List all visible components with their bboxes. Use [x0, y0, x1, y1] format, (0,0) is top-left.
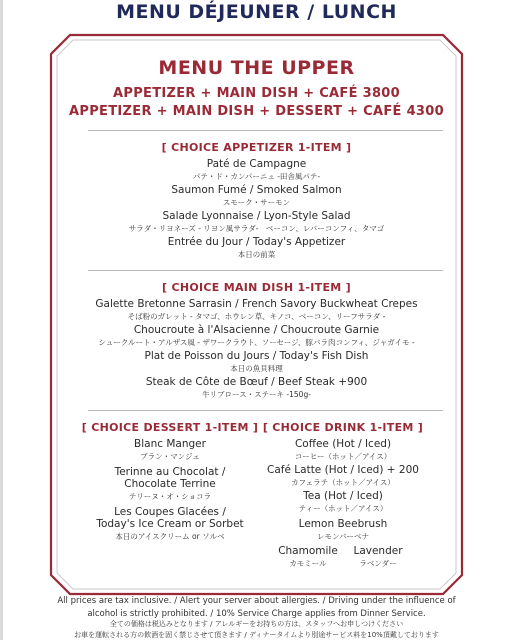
item-name-jp: 本日の前菜: [237, 250, 276, 259]
set-price-line: APPETIZER + MAIN DISH + DESSERT + CAFÉ 4300: [69, 104, 444, 119]
footer-line: alcohol is strictly prohibited. / 10% Service Charge applies from Dinner Service.: [87, 609, 426, 619]
list-item: [343, 545, 413, 569]
list-item: [56, 210, 457, 234]
list-item: [268, 545, 348, 569]
item-name: Salade Lyonnaise / Lyon-Style Salad: [162, 210, 351, 222]
list-item: [56, 184, 457, 208]
list-item: [258, 438, 428, 462]
divider: [88, 270, 443, 271]
item-name: Coffee (Hot / Iced): [294, 438, 392, 450]
footer-line-jp: 全ての価格は税込みとなります / アレルギーをお持ちの方は、スタッフへお申しつけください: [109, 620, 404, 628]
item-name: Lavender: [353, 545, 403, 557]
item-name-jp: カモミール: [289, 559, 327, 568]
item-name: Tea (Hot / Iced): [303, 490, 383, 502]
item-name-jp: サラダ・リヨネーズ - リヨン風サラダ- ベーコン、レバーコンフィ、タマゴ: [128, 224, 385, 233]
appetizer-heading: [ CHOICE APPETIZER 1-ITEM ]: [161, 141, 352, 154]
item-name: Steak de Côte de Bœuf / Beef Steak +900: [145, 376, 368, 388]
dessert-heading: [ CHOICE DESSERT 1-ITEM ]: [81, 421, 259, 434]
item-name-jp: スモーク・サーモン: [222, 198, 291, 207]
list-item: [75, 438, 265, 462]
item-name: Blanc Manger: [134, 438, 206, 450]
item-name: Café Latte (Hot / Iced) + 200: [267, 464, 419, 476]
item-name-jp: 牛リブロース・ステーキ -150g-: [202, 390, 311, 399]
item-name-jp: ブラン・マンジェ: [140, 452, 200, 461]
main-dish-heading: [ CHOICE MAIN DISH 1-ITEM ]: [162, 281, 351, 294]
item-name-line2: Chocolate Terrine: [124, 478, 216, 490]
item-name: Terinne au Chocolat /: [114, 466, 226, 478]
item-name-jp: ラベンダー: [359, 559, 397, 568]
item-name: Les Coupes Glacées /: [114, 506, 226, 518]
list-item: [258, 490, 428, 514]
list-item: [258, 518, 428, 542]
item-name: Galette Bretonne Sarrasin / French Savory Buckwheat Crepes: [95, 298, 418, 310]
item-name-jp: そば粉のガレット - タマゴ、ホウレン草、キノコ、ベーコン、リーフサラダ -: [127, 312, 386, 321]
list-item: [56, 236, 457, 260]
item-name-line2: Today's Ice Cream or Sorbet: [96, 518, 244, 530]
item-name: Lemon Beebrush: [298, 518, 388, 530]
item-name-jp: カフェラテ（ホット／アイス）: [291, 478, 395, 487]
item-name-jp: レモンバーベナ: [317, 532, 369, 541]
item-name: Entrée du Jour / Today's Appetizer: [167, 236, 346, 248]
list-item: [75, 466, 265, 502]
list-item: [56, 158, 457, 182]
list-item: [258, 464, 428, 488]
list-item: [56, 324, 457, 348]
item-name-jp: 本日のアイスクリーム or ソルベ: [115, 532, 225, 541]
page-title: MENU DÉJEUNER / LUNCH: [116, 1, 397, 23]
list-item: [56, 376, 457, 400]
list-item: [56, 350, 457, 374]
footer-line: All prices are tax inclusive. / Alert your server about allergies. / Driving under the influence of: [57, 596, 456, 606]
item-name: Choucroute à l'Alsacienne / Choucroute Garnie: [133, 324, 380, 336]
footer-notes: [8, 595, 505, 621]
item-name: Plat de Poisson du Jours / Today's Fish Dish: [144, 350, 369, 362]
list-item: [75, 506, 265, 542]
item-name-jp: テリーヌ・オ・ショコラ: [128, 492, 212, 501]
item-name-jp: コーヒー（ホット／アイス）: [294, 452, 392, 461]
item-name-jp: パテ・ド・カンパーニュ -田舎風パテ-: [192, 172, 321, 181]
set-price-line: APPETIZER + MAIN DISH + CAFÉ 3800: [113, 86, 400, 101]
item-name-jp: 本日の魚貝料理: [230, 364, 283, 373]
list-item: [56, 298, 457, 322]
divider: [88, 410, 443, 411]
item-name-jp: シュークルート・アルザス風 - ザワークラウト、ソーセージ、豚バラ肉コンフィ、ジャガイモ -: [98, 338, 415, 347]
drink-heading: [ CHOICE DRINK 1-ITEM ]: [262, 421, 424, 434]
item-name: Saumon Fumé / Smoked Salmon: [171, 184, 342, 196]
item-name-jp: ティー（ホット／アイス）: [298, 504, 388, 513]
divider: [88, 130, 443, 131]
item-name: Paté de Campagne: [206, 158, 307, 170]
menu-title: MENU THE UPPER: [158, 57, 355, 79]
item-name: Chamomile: [278, 545, 338, 557]
footer-line-jp: お車を運転される方の飲酒を固く禁じさせて頂きます / ディナータイムより別途サービス料を10%頂戴しております: [74, 631, 439, 639]
footer-notes-jp: [8, 619, 505, 641]
